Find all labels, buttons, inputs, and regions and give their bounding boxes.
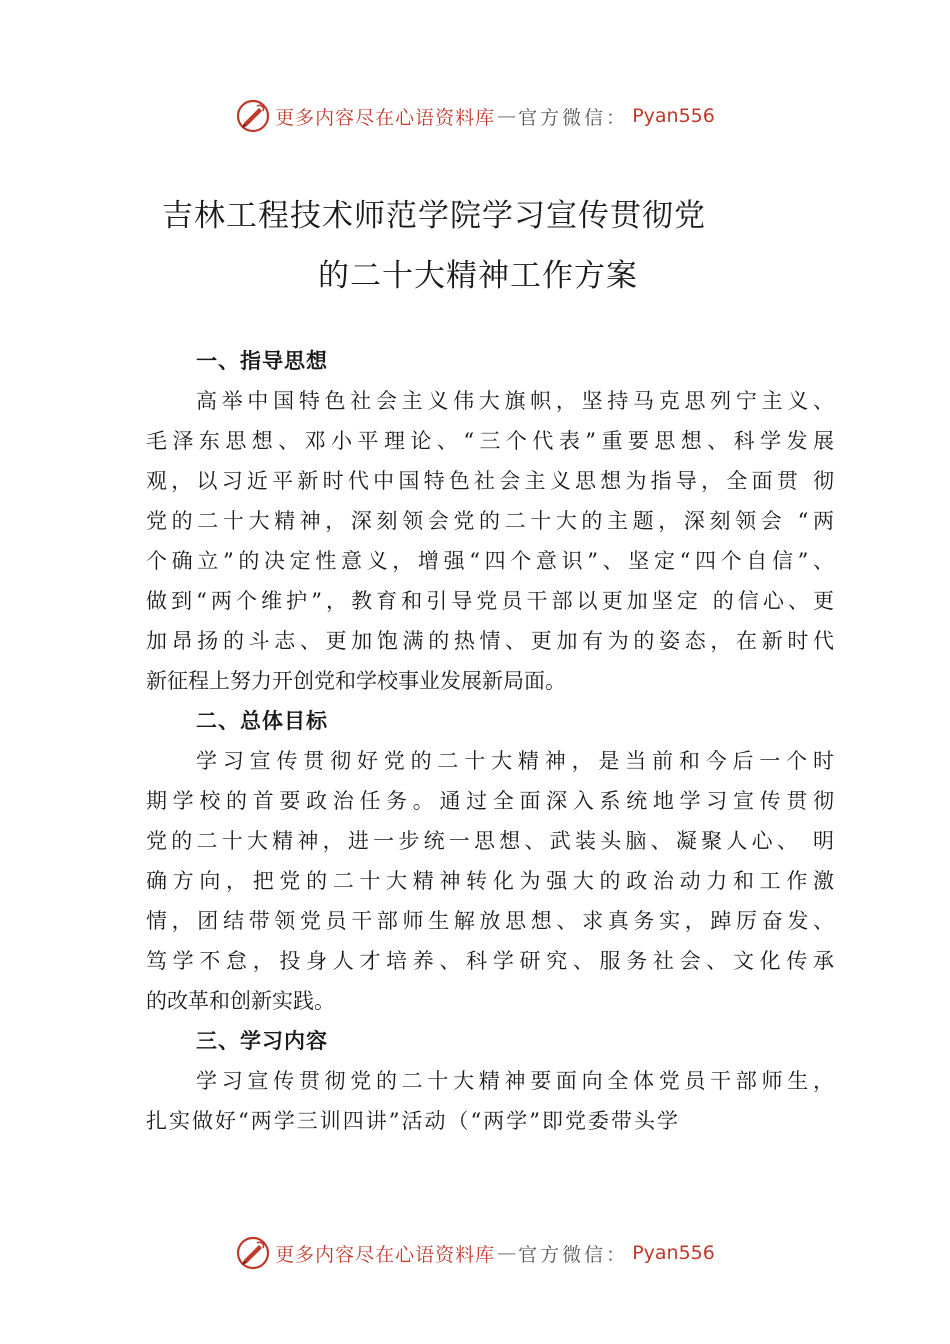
paragraph-line: 做到“两个维护”，教育和引导党员干部以更加坚定 的信心、更 — [146, 589, 834, 613]
section-heading: 三、学习内容 — [196, 1029, 328, 1053]
paragraph-line: 加昂扬的斗志、更加饱满的热情、更加有为的姿态，在新时代 — [146, 629, 834, 653]
section-heading: 一、指导思想 — [196, 349, 328, 373]
paragraph-line: 观，以习近平新时代中国特色社会主义思想为指导，全面贯 彻 — [146, 469, 834, 493]
document-title-line-1: 吉林工程技术师范学院学习宣传贯彻党 — [162, 198, 706, 234]
banner-text: 更多内容尽在心语资料库 — [275, 106, 496, 129]
banner-wechat-label: 官方微信： — [518, 1243, 629, 1266]
paragraph-line: 笃学不怠，投身人才培养、科学研究、服务社会、文化传承 — [146, 949, 834, 973]
paragraph-line: 扎实做好“两学三训四讲”活动（“两学”即党委带头学 — [146, 1109, 680, 1133]
pen-logo-icon — [235, 1235, 271, 1271]
paragraph-line: 确方向，把党的二十大精神转化为强大的政治动力和工作激 — [146, 869, 834, 893]
paragraph-line: 毛泽东思想、邓小平理论、“三个代表”重要思想、科学发展 — [146, 429, 834, 453]
footer-banner — [0, 1233, 950, 1273]
paragraph-line: 学习宣传贯彻好党的二十大精神，是当前和今后一个时 — [196, 749, 834, 773]
document-body — [146, 341, 834, 1141]
paragraph-line: 党的二十大精神，深刻领会党的二十大的主题，深刻领会 “两 — [146, 509, 834, 533]
banner-text: 更多内容尽在心语资料库 — [275, 1243, 496, 1266]
paragraph-line: 高举中国特色社会主义伟大旗帜，坚持马克思列宁主义、 — [196, 389, 834, 413]
paragraph-line: 期学校的首要政治任务。通过全面深入系统地学习宣传贯彻 — [146, 789, 834, 813]
document-title-line-2: 的二十大精神工作方案 — [318, 258, 638, 294]
paragraph-line: 个确立”的决定性意义，增强“四个意识”、坚定“四个自信”、 — [146, 549, 834, 573]
banner-wechat-id: Pyan556 — [632, 105, 715, 127]
paragraph-line: 情，团结带领党员干部师生解放思想、求真务实，踔厉奋发、 — [146, 909, 834, 933]
section-heading: 二、总体目标 — [196, 709, 328, 733]
banner-separator: — — [497, 105, 517, 127]
paragraph-line: 学习宣传贯彻党的二十大精神要面向全体党员干部师生， — [196, 1069, 834, 1093]
paragraph-line: 的改革和创新实践。 — [146, 989, 335, 1013]
pen-logo-icon — [235, 98, 271, 134]
header-banner — [0, 96, 950, 136]
paragraph-line: 党的二十大精神，进一步统一思想、武装头脑、凝聚人心、 明 — [146, 829, 834, 853]
banner-wechat-label: 官方微信： — [518, 106, 629, 129]
banner-separator: — — [497, 1242, 517, 1264]
banner-wechat-id: Pyan556 — [632, 1242, 715, 1264]
paragraph-line: 新征程上努力开创党和学校事业发展新局面。 — [146, 669, 566, 693]
